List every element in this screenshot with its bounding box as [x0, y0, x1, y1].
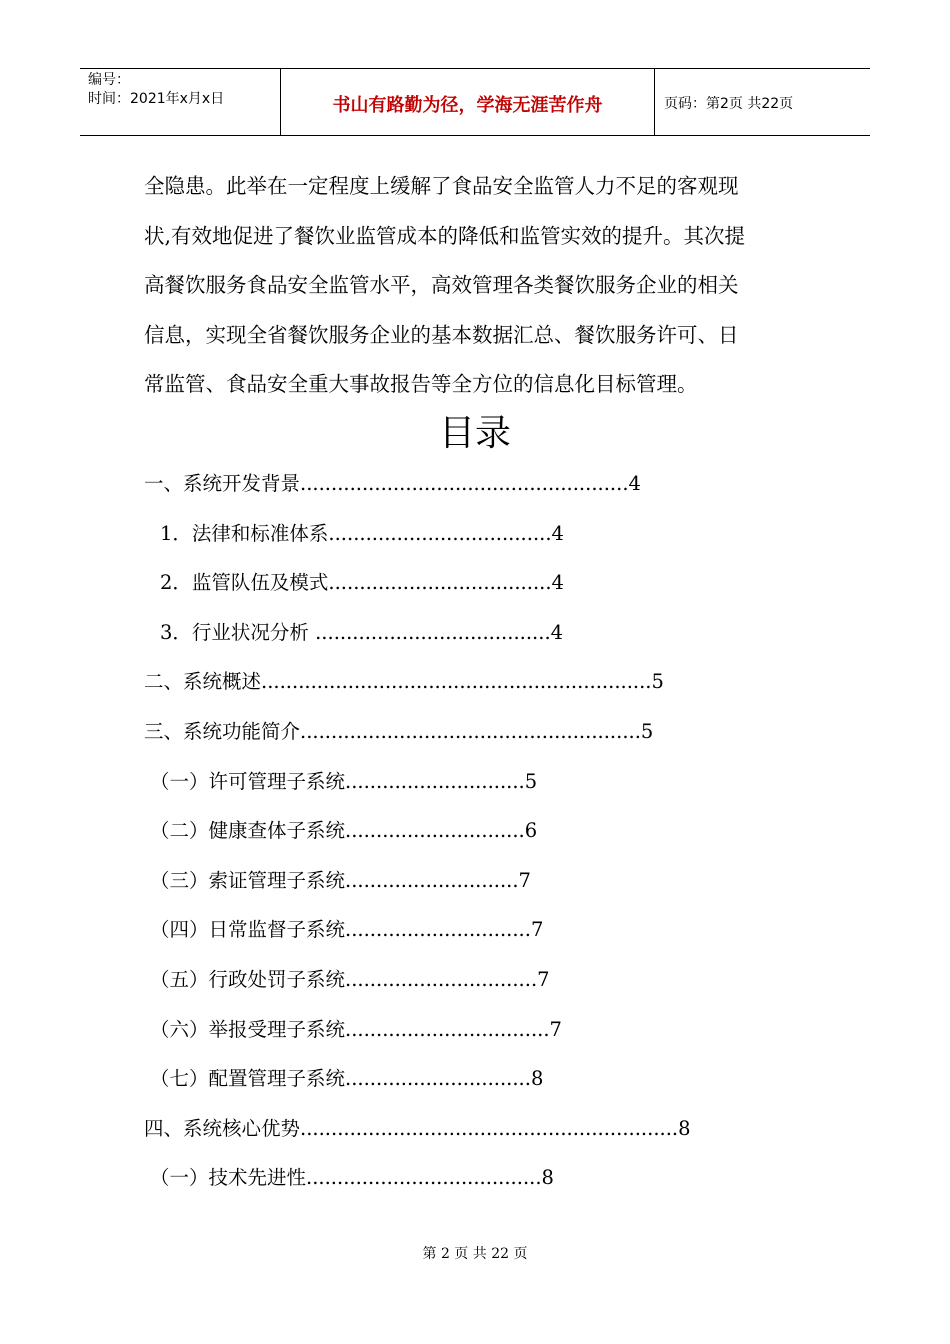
header-motto: 书山有路勤为径，学海无涯苦作舟	[281, 69, 655, 135]
toc-entry-link[interactable]: （二）健康查体子系统.............................6	[150, 819, 538, 843]
toc-title: 目录	[438, 413, 511, 454]
toc-entry[interactable]	[150, 1006, 562, 1054]
body-line: 全隐患。此举在一定程度上缓解了食品安全监管人力不足的客观现	[144, 174, 739, 198]
body-line: 高餐饮服务食品安全监管水平，高效管理各类餐饮服务企业的相关	[144, 273, 739, 298]
time-label: 时间：2021年x月x日	[88, 91, 225, 107]
body-line: 信息，实现全省餐饮服务企业的基本数据汇总、餐饮服务许可、日	[144, 322, 739, 347]
toc-entry-link[interactable]: （一）许可管理子系统.............................5	[150, 769, 538, 793]
toc-entry-link[interactable]: （一）技术先进性......................................8	[150, 1166, 554, 1190]
toc-entry[interactable]	[144, 658, 664, 706]
page-footer: 第 2 页 共 22 页	[422, 1246, 528, 1262]
toc-entry[interactable]	[144, 460, 641, 508]
toc-entry[interactable]	[150, 807, 537, 855]
toc-entry-link[interactable]: 一、系统开发背景.....................................................4	[144, 472, 641, 495]
number-label: 编号：	[88, 72, 130, 88]
toc-entry-link[interactable]: （七）配置管理子系统..............................8	[150, 1067, 544, 1091]
toc-entry[interactable]	[150, 1154, 554, 1202]
toc-entry-link[interactable]: 二、系统概述...............................................................5	[144, 670, 664, 694]
toc-entry-link[interactable]: （五）行政处罚子系统...............................7	[150, 968, 550, 991]
toc-entry-link[interactable]: 三、系统功能简介.......................................................5	[144, 720, 654, 743]
toc-entry[interactable]	[144, 1105, 691, 1153]
toc-entry-link[interactable]: 四、系统核心优势.............................................................8	[144, 1116, 691, 1140]
body-line: 状,有效地促进了餐饮业监管成本的降低和监管实效的提升。其次提	[144, 223, 746, 248]
toc-entry-link[interactable]: 3．行业状况分析 ......................................4	[160, 620, 564, 644]
toc-entry[interactable]	[160, 510, 564, 558]
toc-entry[interactable]	[144, 708, 653, 756]
toc-entry[interactable]	[160, 559, 564, 607]
body-line: 常监管、食品安全重大事故报告等全方位的信息化目标管理。	[144, 372, 698, 397]
toc-entry-link[interactable]: 2．监管队伍及模式....................................4	[160, 571, 564, 595]
toc-entry[interactable]	[150, 956, 550, 1004]
toc-entry[interactable]	[160, 609, 563, 657]
toc-entry[interactable]	[150, 1055, 543, 1103]
document-header	[80, 68, 870, 136]
toc-entry-link[interactable]: （三）索证管理子系统............................7	[150, 868, 531, 892]
body-paragraph	[144, 162, 814, 410]
toc-entry-link[interactable]: 1．法律和标准体系....................................4	[160, 521, 564, 545]
toc-entry-link[interactable]: （四）日常监督子系统..............................7	[150, 918, 544, 942]
header-page-info: 页码：第2页 共22页	[664, 96, 794, 112]
toc-entry[interactable]	[150, 758, 537, 806]
header-meta-cell	[80, 69, 281, 135]
toc-entry[interactable]	[150, 857, 531, 905]
toc-entry-link[interactable]: （六）举报受理子系统.................................7	[150, 1017, 562, 1041]
toc-entry[interactable]	[150, 906, 543, 954]
